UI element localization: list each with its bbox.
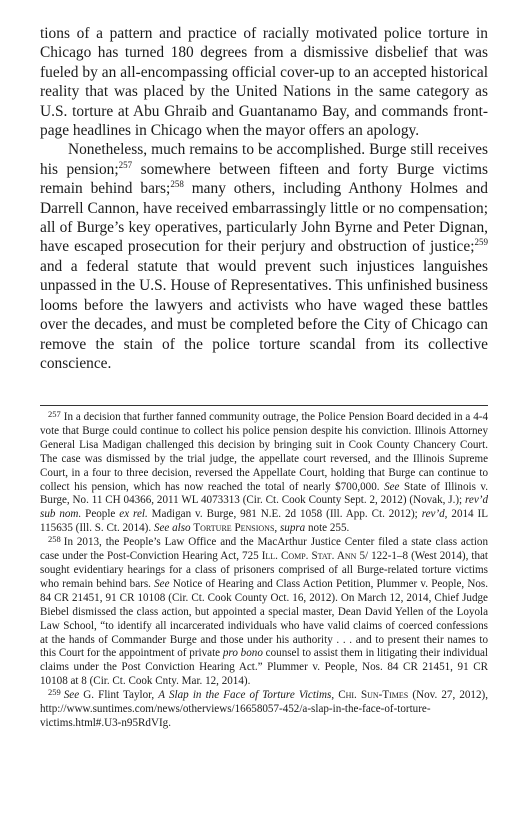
- paragraph-2-part-c: many others, including Anthony Holmes and Darrell Cannon, have received embarrassingly little or no compensation; all of Burge’s key operatives, particularly John Byrne and Peter Dignan, have escaped prosecution for their perjury and obstruction of justice;: [40, 180, 489, 256]
- footnote-text: 2014 IL 115635 (Ill. S. Ct. 2014).: [40, 508, 488, 535]
- paragraph-2-part-b: somewhere between fifteen and forty Burge victims remain behind bars;: [40, 160, 488, 198]
- footnote-text: Madigan v. Burge, 981 N.E. 2d 1058 (Ill. App. Ct. 2012);: [147, 508, 422, 521]
- footnote-number: 259: [48, 687, 61, 698]
- footnote-text: G. Flint Taylor,: [79, 689, 159, 702]
- cited-title: Torture Pensions: [193, 522, 275, 535]
- footnotes: [40, 411, 488, 731]
- phrase-pro-bono: pro bono: [222, 647, 263, 660]
- signal-see: See: [63, 689, 80, 702]
- footnote-text: counsel to assist them in litigating their individual claims under the Post Conviction Hearing Act.” Plummer v. People, Nos. 84 CR 21451, 91 CR 10108 at 8 (Cir. Ct. Cook Cnty. Mar. 12, 2014).: [40, 647, 489, 688]
- footnote-ref-259[interactable]: 259: [474, 237, 488, 248]
- footnote-257: [40, 411, 488, 536]
- footnote-ref-257[interactable]: 257: [118, 159, 133, 170]
- footnote-258: [40, 536, 488, 689]
- main-text: [40, 24, 488, 373]
- statute-name: Ill. Comp. Stat. Ann: [261, 550, 357, 563]
- signal-ex-rel: ex rel.: [119, 508, 148, 521]
- signal-revd-sub-nom: rev’d sub nom.: [40, 494, 488, 521]
- footnote-divider: [40, 405, 488, 406]
- footnote-text: ,: [331, 689, 339, 702]
- signal-see-also: See also: [153, 522, 191, 535]
- footnote-text: 5/ 122-1–8 (West 2014), that sought evidentiary hearings for a class of prisoners comprised of all Burge-related torture victims who remain behind bars.: [40, 550, 488, 590]
- paragraph-2-part-d: and a federal statute that would prevent such injustices languishes unpassed in the U.S. House of Representatives. This unfinished business looms before the lawyers and activists who have waged these battles over the decades, and must be completed before the City of Chicago can remove the stain of the police torture scandal from its collective conscience.: [40, 257, 488, 372]
- paragraph-1: tions of a pattern and practice of racially motivated police torture in Chicago has turned 180 degrees from a dismissive disbelief that was fueled by an all-encompassing official cover-up to an accepted historical reality that was placed by the United Nations in the same category as U.S. torture at Abu Ghraib and Guantanamo Bay, and commands front-page headlines in Chicago when the mayor offers an apology.: [40, 25, 488, 140]
- signal-see: See: [154, 577, 170, 590]
- footnote-text: note 255.: [305, 522, 350, 535]
- paragraph-2-part-a: Nonetheless, much remains to be accomplished. Burge still receives his pension;: [40, 141, 488, 178]
- signal-see: See: [384, 480, 400, 493]
- footnote-text: ,: [274, 522, 280, 535]
- paragraph-2: [40, 140, 488, 373]
- footnote-ref-258[interactable]: 258: [170, 179, 184, 190]
- publication-name: Chi. Sun-Times: [338, 689, 409, 702]
- footnote-number: 257: [48, 409, 61, 419]
- footnote-text: In a decision that further fanned community outrage, the Police Pension Board decided in a 4-4 vote that Burge could continue to collect his police pension despite his conviction. Illinois Attorney General Lisa Madigan challenged this decision by bringing suit in Cook County Chancery Court. The case was dismissed by the trial judge, the appellate court reversed, and the Illinois Supreme Court, in a four to three decision, reversed the Appellate Court, holding that Burge can continue to collect his pension, which has now reached the total of nearly $700,000.: [40, 411, 488, 493]
- signal-revd: rev’d,: [421, 508, 448, 521]
- footnote-url-text[interactable]: (Nov. 27, 2012), http://www.suntimes.com/news/otherviews/16658057-452/a-slap-in-the-face-of-torture-victims.html#.U3-n95RdVIg.: [40, 689, 488, 729]
- footnote-text: People: [81, 508, 120, 521]
- footnote-number: 258: [48, 534, 61, 545]
- footnote-259: [40, 689, 488, 731]
- footnote-text: State of Illinois v. Burge, No. 11 CH 04366, 2011 WL 4073313 (Cir. Ct. Cook County Sept. 2, 2012) (Novak, J.);: [40, 480, 488, 507]
- article-title: A Slap in the Face of Torture Victims: [158, 689, 332, 702]
- footnote-text: In 2013, the People’s Law Office and the MacArthur Justice Center filed a state class action case under the Post-Conviction Hearing Act, 725: [40, 536, 488, 563]
- footnote-text: Notice of Hearing and Class Action Petition, Plummer v. People, Nos. 84 CR 21451, 91 CR 10108 (Cir. Ct. Cook County Oct. 16, 2012). On March 12, 2014, Chief Judge Biebel dismissed the class action, but appointed a special master, Dean David Yellen of the Loyola Law School, “to identify all incarcerated individuals who have valid claims of coerced confessions at the hands of Commander Burge and those under his authority . . . and to present their names to this Court for the appointment of private: [40, 577, 488, 660]
- signal-supra: supra: [279, 522, 306, 535]
